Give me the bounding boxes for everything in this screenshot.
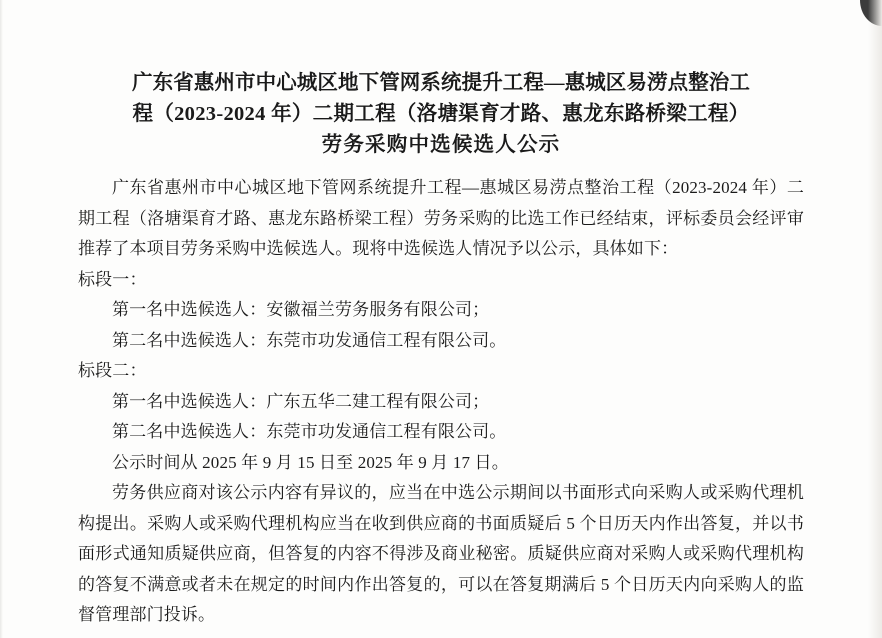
announcement-period: 公示时间从 2025 年 9 月 15 日至 2025 年 9 月 17 日。 (112, 452, 509, 472)
page-title (78, 68, 804, 161)
page-title-line-1: 广东省惠州市中心城区地下管网系统提升工程—惠城区易涝点整治工 (132, 72, 750, 94)
page-title-line-2: 程（2023-2024 年）二期工程（洛塘渠育才路、惠龙东路桥梁工程） (132, 103, 750, 125)
page-title-line-3: 劳务采购中选候选人公示 (321, 134, 561, 156)
section-label-lot-2: 标段二： (78, 361, 147, 380)
document-body (78, 68, 804, 631)
lot-1-candidate-2: 第二名中选候选人：东莞市功发通信工程有限公司。 (112, 330, 507, 350)
section-label-lot-1: 标段一： (78, 269, 147, 289)
paragraph-intro: 广东省惠州市中心城区地下管网系统提升工程—惠城区易涝点整治工程（2023-2024 年）二期工程（洛塘渠育才路、惠龙东路桥梁工程）劳务采购的比选工作已经结束，评标委员会经评审推荐了本项目劳务采购中选候选人。现将中选候选人情况予以公示，具体如下： (78, 178, 804, 258)
lot-2-candidate-1: 第一名中选候选人：广东五华二建工程有限公司； (112, 391, 490, 411)
page-corner-mark (860, 0, 882, 26)
paragraph-objection-procedure: 劳务供应商对该公示内容有异议的，应当在中选公示期间以书面形式向采购人或采购代理机构提出。采购人或采购代理机构应当在收到供应商的书面质疑后 5 个日历天内作出答复，并以书面形式通知质疑供应商，但答复的内容不得涉及商业秘密。质疑供应商对采购人或采购代理机构的答复不满意或者未在规定的时间内作出答复的，可以在答复期满后 5 个日历天内向采购人的监督管理部门投诉。 (78, 483, 804, 624)
document-paragraphs (78, 173, 804, 631)
lot-2-candidate-2: 第二名中选候选人：东莞市功发通信工程有限公司。 (112, 422, 507, 441)
lot-1-candidate-1: 第一名中选候选人：安徽福兰劳务服务有限公司； (112, 300, 490, 319)
